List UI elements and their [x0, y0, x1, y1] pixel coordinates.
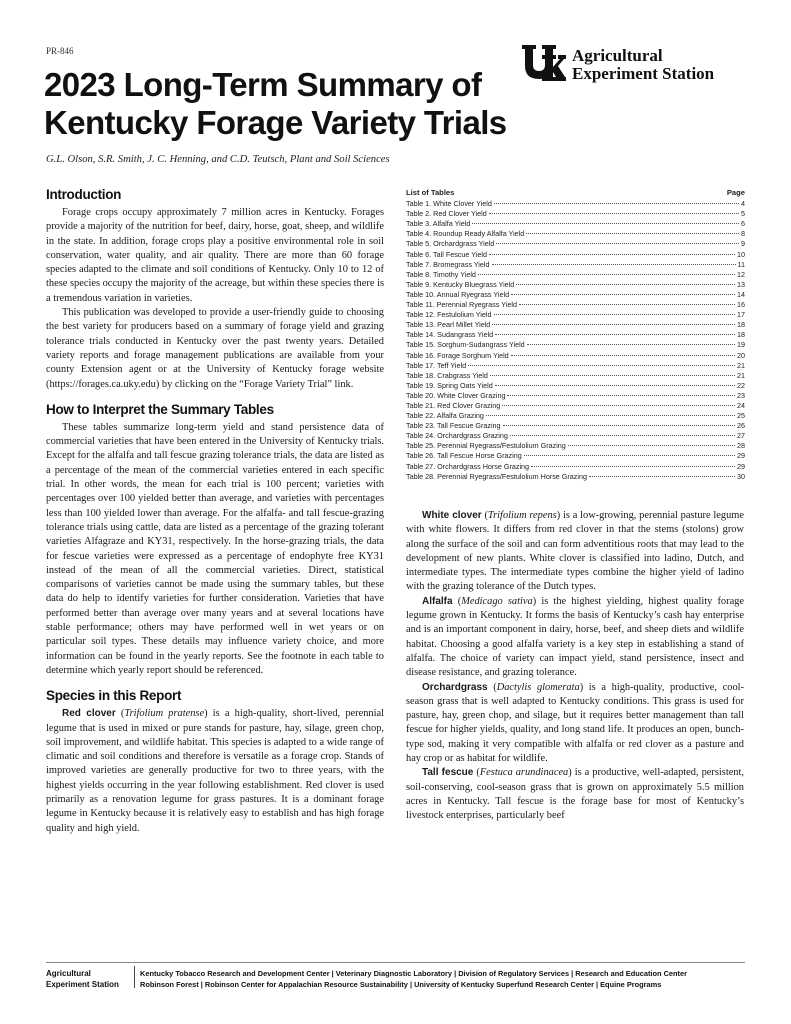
footer-divider — [46, 962, 745, 963]
toc-row-page: 18 — [737, 330, 745, 340]
alfalfa-text: is the highest yielding, highest quality forage legume grown in Kentucky. It forms the basis of Kentucky’s cash hay enterprise and is an important component in dairy, horse, beef, and sheep diets and wildlife habitat. Choosing a good alfalfa variety is a key step in establishing a stand of alfalfa. The choice of variety can impact yield, stand persistence, insect and disease resistance, and grazing tolerance. — [406, 595, 744, 679]
toc-row — [406, 462, 745, 472]
toc-leader-dots — [489, 213, 739, 214]
footer-units — [140, 968, 746, 990]
white-clover-paragraph: White clover (Trifolium repens) is a low-growing, perennial pasture legume with white flowers. It differs from red clover in that the stems (stolons) grow along the surface of the soil and can form adventitious roots that may lead to the development of new plants. White clover is classified into ladino, Dutch, and intermediate types. The intermediate types combine the higher yield of ladino with the grazing tolerance of the Dutch types. — [406, 510, 744, 593]
toc-row — [406, 340, 745, 350]
toc-leader-dots — [531, 466, 735, 467]
tall-fescue-paragraph: Tall fescue (Festuca arundinacea) is a productive, well-adapted, persistent, soil-conserving, cool-season grass that is grown on approximately 5.5 million acres in Kentucky. Tall fescue is the forage base for most of Kentucky’s livestock enterprises, particularly beef — [406, 767, 744, 822]
toc-row-page: 27 — [737, 431, 745, 441]
tall-fescue-scientific: Festuca arundinacea — [479, 767, 569, 779]
toc-row-label: Table 20. White Clover Grazing — [406, 390, 506, 400]
orchardgrass-text: is a high-quality, productive, cool-season grass that is well adapted to Kentucky conditions. This grass is used for pasture, hay, green chop, and silage, but it requires better management than tall fescue for higher yields, quality, and long stand life. It produces an open, bunch-type sod, making it very compatible with alfalfa or red clover as a pasture and hay crop or as habitat for wildlife. — [406, 681, 744, 765]
toc-row-label: Table 24. Orchardgrass Grazing — [406, 431, 508, 441]
title-line-1: 2023 Long-Term Summary of — [44, 66, 482, 103]
toc-row-page: 28 — [737, 441, 745, 451]
red-clover-name: Red clover — [62, 708, 116, 720]
toc-row — [406, 250, 745, 260]
introduction-heading: Introduction — [46, 187, 122, 202]
toc-leader-dots — [492, 264, 736, 265]
toc-row-label: Table 6. Tall Fescue Yield — [406, 249, 487, 259]
toc-row — [406, 411, 745, 421]
toc-row-label: Table 5. Orchardgrass Yield — [406, 239, 495, 249]
toc-row-page: 21 — [737, 360, 745, 370]
toc-leader-dots — [494, 203, 739, 204]
footer-line-2: Robinson Forest | Robinson Center for Appalachian Resource Sustainability | University of Kentucky Superfund Research Center | Equine Programs — [140, 980, 662, 989]
toc-row — [406, 209, 745, 219]
orchardgrass-scientific: Dactylis glomerata — [496, 681, 580, 693]
alfalfa-scientific: Medicago sativa — [461, 595, 533, 607]
toc-row — [406, 431, 745, 441]
toc-row-page: 6 — [741, 219, 745, 229]
toc-leader-dots — [527, 344, 735, 345]
uk-logo-icon — [522, 45, 566, 85]
toc-leader-dots — [526, 233, 739, 234]
tall-fescue-name: Tall fescue — [422, 767, 474, 779]
toc-leader-dots — [489, 254, 735, 255]
toc-row — [406, 371, 745, 381]
toc-row-label: Table 15. Sorghum-Sudangrass Yield — [406, 340, 525, 350]
toc-row-label: Table 26. Tall Fescue Horse Grazing — [406, 451, 522, 461]
toc-row-page: 12 — [737, 269, 745, 279]
list-of-tables — [406, 188, 745, 482]
toc-row-label: Table 22. Alfalfa Grazing — [406, 411, 484, 421]
toc-leader-dots — [516, 284, 735, 285]
toc-row-page: 18 — [737, 320, 745, 330]
toc-row-label: Table 16. Forage Sorghum Yield — [406, 350, 509, 360]
toc-row-page: 22 — [737, 380, 745, 390]
footer-line-1: Kentucky Tobacco Research and Development Center | Veterinary Diagnostic Laboratory | Division of Regulatory Services | Research and Education Center — [140, 969, 687, 978]
toc-row-page: 8 — [741, 229, 745, 239]
toc-row — [406, 320, 745, 330]
toc-leader-dots — [468, 365, 735, 366]
toc-row — [406, 351, 745, 361]
toc-row-page: 5 — [741, 209, 745, 219]
red-clover-paragraph: Red clover (Trifolium pratense) is a high-quality, short-lived, perennial legume that is used in mixed or pure stands for pasture, hay, silage, green chop, soil improvement, and wildlife habitat. This species is adapted to a wide range of climatic and soil conditions and therefore is versatile as a forage crop. Stands of improved varieties are generally productive for two to three years, with the highest yields occurring in the year following establishment. Red clover is used primarily as a renovation legume for grass pastures. It is a dominant forage legume in Kentucky because it is relatively easy to establish and has high forage quality and high yield. — [46, 708, 385, 834]
toc-row-label: Table 7. Bromegrass Yield — [406, 259, 490, 269]
toc-row — [406, 330, 745, 340]
toc-row — [406, 300, 745, 310]
toc-row — [406, 381, 745, 391]
toc-row — [406, 290, 745, 300]
toc-row-label: Table 4. Roundup Ready Alfalfa Yield — [406, 229, 525, 239]
toc-row-label: Table 23. Tall Fescue Grazing — [406, 421, 501, 431]
intro-paragraph-1: Forage crops occupy approximately 7 million acres in Kentucky. Forages provide a majority of the nutrition for beef, dairy, horse, goat, sheep, and wildlife in the state. In addition, forage crops play a positive environmental role in soil conservation, water quality, and air quality. There are more than 60 forage species adapted to the climate and soil conditions of Kentucky. Only 10 to 12 of these species occupy the majority of the acreage, but within these species there is a tremendous variation in varieties. — [46, 207, 384, 304]
toc-row — [406, 451, 745, 461]
toc-row-label: Table 25. Perennial Ryegrass/Festulolium Grazing — [406, 441, 566, 451]
document-code: PR-846 — [46, 46, 74, 56]
toc-title: List of Tables — [406, 188, 455, 197]
alfalfa-paragraph: Alfalfa (Medicago sativa) is the highest yielding, highest quality forage legume grown in Kentucky. It forms the basis of Kentucky’s cash hay enterprise and is an important component in dairy, horse, beef, and sheep diets and wildlife habitat. Choosing a good alfalfa variety is a key step in establishing a stand of alfalfa. The choice of variety can impact yield, stand persistence, insect and disease resistance, and grazing tolerance. — [406, 595, 744, 679]
toc-row — [406, 280, 745, 290]
toc-row-page: 16 — [737, 300, 745, 310]
toc-row-page: 20 — [737, 350, 745, 360]
toc-row-page: 29 — [737, 451, 745, 461]
toc-row-page: 26 — [737, 421, 745, 431]
toc-row-page: 30 — [737, 471, 745, 481]
toc-row-label: Table 28. Perennial Ryegrass/Festulolium Horse Grazing — [406, 471, 587, 481]
toc-row-page: 13 — [737, 279, 745, 289]
toc-row-label: Table 14. Sudangrass Yield — [406, 330, 494, 340]
toc-rows — [406, 199, 745, 482]
white-clover-scientific: Trifolium repens — [487, 510, 557, 521]
toc-row — [406, 239, 745, 249]
white-clover-name: White clover — [422, 510, 482, 521]
toc-row-page: 9 — [741, 239, 745, 249]
uk-ag-station-logo — [522, 45, 714, 85]
orchardgrass-name: Orchardgrass — [422, 681, 488, 693]
orchardgrass-paragraph: Orchardgrass (Dactylis glomerata) is a high-quality, productive, cool-season grass that is well adapted to Kentucky conditions. This grass is used for pasture, hay, green chop, and silage, but it requires better management than tall fescue for higher yields, quality, and long stand life. It produces an open, bunch-type sod, making it very compatible with alfalfa or red clover as a pasture and hay crop or as habitat for wildlife. — [406, 681, 744, 765]
toc-row — [406, 421, 745, 431]
toc-leader-dots — [478, 274, 735, 275]
footer-station-name: Agricultural Experiment Station — [46, 969, 119, 989]
toc-leader-dots — [495, 385, 735, 386]
toc-row-label: Table 8. Timothy Yield — [406, 269, 476, 279]
toc-row-label: Table 19. Spring Oats Yield — [406, 380, 493, 390]
toc-row-label: Table 12. Festulolium Yield — [406, 310, 492, 320]
interpret-paragraph: These tables summarize long-term yield and stand persistence data of commercial varieties that have been entered in the University of Kentucky trials. Except for the alfalfa and tall fescue grazing tolerance trials, the data are listed as a percentage of the mean of the commercial varieties entered in each specific trial. In other words, the mean for each trial is 100 percent; varieties with percentages over 100 yielded better than average, and varieties with percentages less than 100 yielded lower than average. For the alfalfa- and tall fescue-grazing tolerance trials using cattle, data are listed as a percentage of the grazing tolerant varieties Alfagraze and KY31, respectively. In the horse-grazing trials, the data for fescue varieties were expressed as a percentage of endophyte free KY31 instead of the mean of all the commercial varieties. Direct, statistical comparisons of varieties cannot be made using the summary tables, but these data do help to identify varieties for further consideration. Varieties that have performed better than average over many years and at several locations have stable performance; others may have performed well in wet years or on particular soil types. These details may influence variety choice, and more information can be found in the yearly reports. See the footnote in each table to determine which yearly report should be referenced. — [46, 421, 384, 676]
red-clover-scientific: Trifolium pratense — [124, 708, 205, 720]
toc-row-page: 10 — [737, 249, 745, 259]
title-line-2: Kentucky Forage Variety Trials — [44, 104, 507, 141]
right-column — [406, 509, 744, 824]
toc-row-page: 25 — [737, 411, 745, 421]
toc-leader-dots — [486, 415, 735, 416]
toc-leader-dots — [490, 375, 735, 376]
toc-leader-dots — [511, 355, 735, 356]
toc-row — [406, 441, 745, 451]
toc-row-page: 19 — [737, 340, 745, 350]
logo-line-2: Experiment Station — [572, 64, 715, 83]
toc-leader-dots — [524, 455, 735, 456]
toc-leader-dots — [496, 243, 739, 244]
toc-leader-dots — [472, 223, 739, 224]
toc-leader-dots — [510, 435, 735, 436]
alfalfa-name: Alfalfa — [422, 595, 453, 607]
toc-row — [406, 260, 745, 270]
toc-header — [406, 188, 745, 198]
toc-row — [406, 310, 745, 320]
toc-row-label: Table 17. Teff Yield — [406, 360, 467, 370]
toc-row-label: Table 11. Perennial Ryegrass Yield — [406, 300, 517, 310]
toc-row-label: Table 1. White Clover Yield — [406, 199, 492, 209]
left-column — [46, 187, 384, 836]
toc-row-page: 23 — [737, 390, 745, 400]
toc-row — [406, 270, 745, 280]
toc-row-page: 14 — [737, 289, 745, 299]
toc-row-label: Table 10. Annual Ryegrass Yield — [406, 289, 510, 299]
toc-leader-dots — [568, 445, 735, 446]
footer-separator — [134, 966, 135, 988]
toc-row — [406, 391, 745, 401]
toc-row-label: Table 3. Alfalfa Yield — [406, 219, 471, 229]
toc-row-label: Table 21. Red Clover Grazing — [406, 400, 501, 410]
authors-line: G.L. Olson, S.R. Smith, J. C. Henning, and C.D. Teutsch, Plant and Soil Sciences — [46, 154, 390, 165]
toc-row — [406, 219, 745, 229]
toc-leader-dots — [507, 395, 735, 396]
toc-row-page: 24 — [737, 400, 745, 410]
toc-row-label: Table 27. Orchardgrass Horse Grazing — [406, 461, 530, 471]
toc-leader-dots — [589, 476, 735, 477]
toc-leader-dots — [494, 314, 736, 315]
toc-row-page: 21 — [737, 370, 745, 380]
toc-page-label: Page — [726, 188, 745, 197]
white-clover-text: is a low-growing, perennial pasture legume with white flowers. It differs from red clover in that the stems (stolons) grow along the surface of the soil and can form adventitious roots that may lead to the development of new plants. White clover is classified into ladino, Dutch, and intermediate types. The intermediate types combine the higher yield of ladino with the grazing tolerance of the Dutch types. — [406, 510, 744, 593]
interpret-heading: How to Interpret the Summary Tables — [46, 401, 274, 417]
toc-row — [406, 361, 745, 371]
toc-row-label: Table 18. Crabgrass Yield — [406, 370, 488, 380]
tall-fescue-text: is a productive, well-adapted, persistent, soil-conserving, cool-season grass that is grown on approximately 5.5 million acres in Kentucky. Tall fescue is the forage base for most of Kentucky’s livestock enterprises, particularly beef — [406, 767, 744, 822]
intro-paragraph-2: This publication was developed to provide a user-friendly guide to choosing the best variety for producers based on a summary of forage yield and grazing tolerance trials conducted in Kentucky over the past twenty years. Detailed variety reports and forage management publications are available from your county Extension agent or at the University of Kentucky forage website (https://forages.ca.uky.edu) by clicking on the “Forage Variety Trial” link. — [46, 307, 384, 390]
logo-text — [572, 47, 714, 83]
toc-leader-dots — [495, 334, 735, 335]
toc-leader-dots — [511, 294, 735, 295]
toc-row-label: Table 13. Pearl Millet Yield — [406, 320, 491, 330]
toc-leader-dots — [519, 304, 735, 305]
toc-leader-dots — [502, 405, 735, 406]
toc-row — [406, 199, 745, 209]
toc-row — [406, 472, 745, 482]
logo-line-1: Agricultural — [572, 46, 663, 65]
toc-row-page: 17 — [737, 310, 745, 320]
toc-row — [406, 229, 745, 239]
toc-leader-dots — [492, 324, 735, 325]
page-title — [44, 66, 524, 142]
toc-row-page: 4 — [741, 199, 745, 209]
toc-row-label: Table 2. Red Clover Yield — [406, 209, 487, 219]
toc-row-page: 11 — [737, 259, 745, 269]
toc-leader-dots — [503, 425, 735, 426]
toc-row — [406, 401, 745, 411]
toc-row-page: 29 — [737, 461, 745, 471]
toc-row-label: Table 9. Kentucky Bluegrass Yield — [406, 279, 515, 289]
red-clover-text: is a high-quality, short-lived, perennial legume that is used in mixed or pure stands for pasture, hay, silage, green chop, soil improvement, and wildlife habitat. This species is adapted to a wide range of climatic and soil conditions and therefore is versatile as a forage crop. Stands of improved varieties are generally productive for two to three years, with the highest yields occurring in the year following establishment. Red clover is used primarily as a renovation legume for grass pastures. It is a dominant forage legume in Kentucky because it is relatively easy to establish and has high forage quality and high yield. — [46, 708, 385, 834]
species-heading: Species in this Report — [46, 688, 182, 704]
